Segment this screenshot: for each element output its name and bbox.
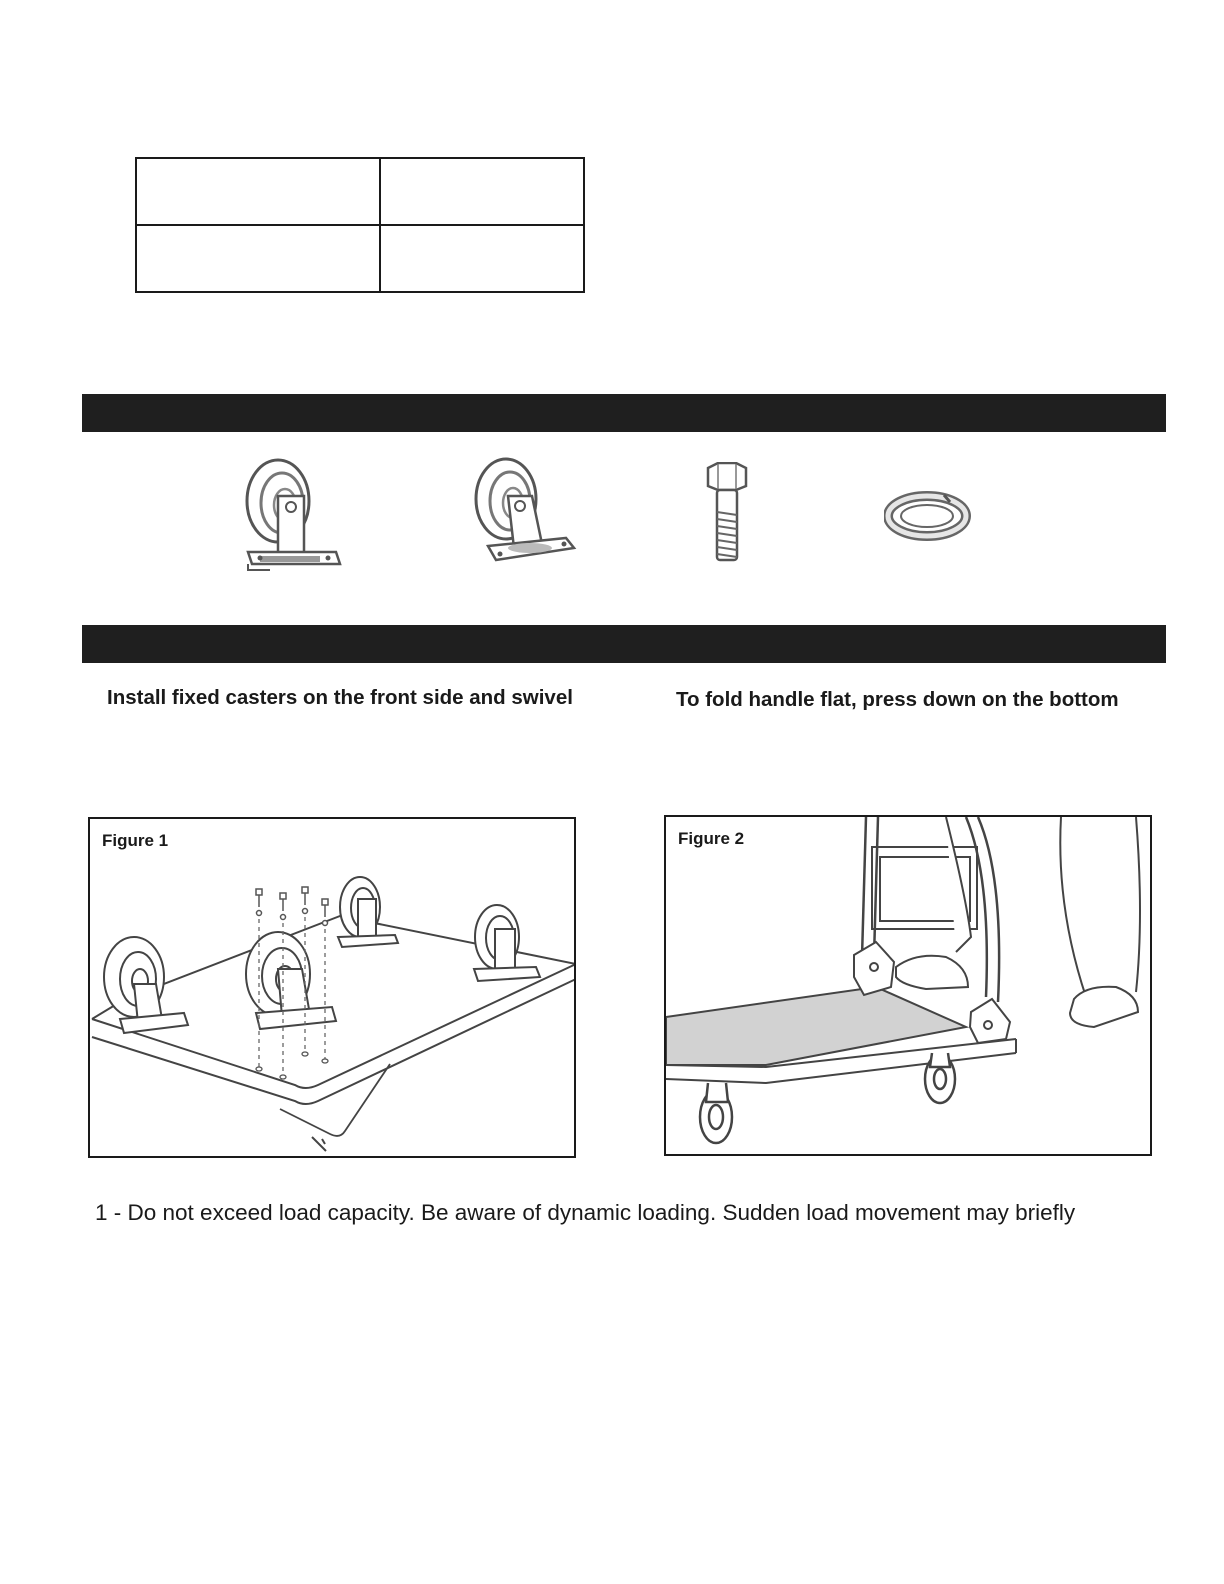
figure-1-label: Figure 1 (102, 831, 169, 850)
fixed-caster-icon (240, 456, 345, 576)
safety-warning-1: 1 - Do not exceed load capacity. Be aware of dynamic loading. Sudden load movement may briefly (95, 1200, 1076, 1225)
fold-handle-illustration (666, 817, 1150, 1154)
figure-1 (88, 817, 576, 1158)
table-row (136, 158, 584, 225)
parts-section-bar (82, 394, 1166, 432)
lock-washer-icon (884, 490, 974, 546)
table-row (136, 225, 584, 292)
platform-underside-illustration (90, 819, 574, 1156)
figure-2-label: Figure 2 (678, 829, 745, 848)
swivel-caster-icon (466, 456, 581, 571)
table-cell (136, 225, 380, 292)
table-cell (380, 225, 584, 292)
table-cell (380, 158, 584, 225)
spec-table (135, 157, 585, 293)
table-cell (136, 158, 380, 225)
bolt-icon (702, 462, 752, 564)
assembly-section-bar (82, 625, 1166, 663)
instruction-fold-handle: To fold handle flat, press down on the bottom (676, 688, 1119, 711)
figure-2 (664, 815, 1152, 1156)
instruction-casters: Install fixed casters on the front side and swivel (107, 686, 573, 709)
